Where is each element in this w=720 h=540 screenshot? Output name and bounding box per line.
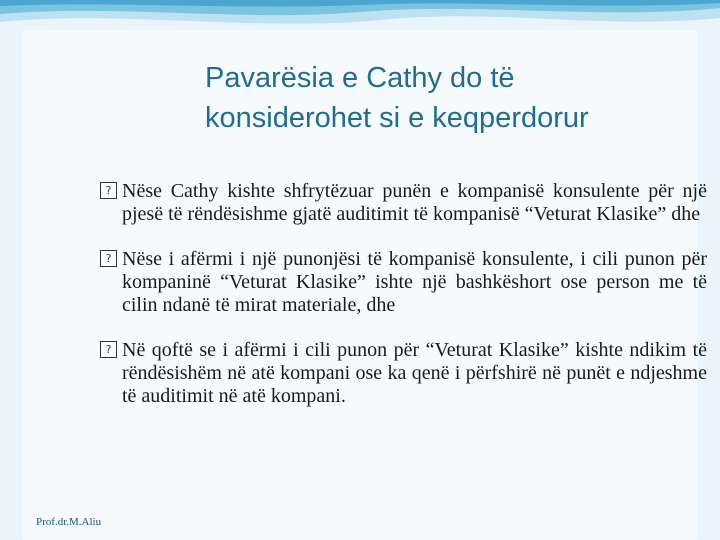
missing-glyph-box-icon: ? — [100, 250, 117, 267]
bullet-item — [105, 248, 707, 317]
bullet-list — [105, 180, 707, 430]
bullet-text: Në qoftë se i afërmi i cili punon për “Veturat Klasike” kishte ndikim të rëndësishëm në atë kompani ose ka qenë i përfshirë në punët e ndjeshme të auditimit në atë kompani. — [122, 339, 707, 407]
missing-glyph-box-icon: ? — [100, 182, 117, 199]
bullet-item — [105, 180, 707, 226]
missing-glyph-box-icon: ? — [100, 341, 117, 358]
bullet-text: Nëse Cathy kishte shfrytëzuar punën e kompanisë konsulente për një pjesë të rëndësishme gjatë auditimit të kompanisë “Veturat Klasike” dhe — [122, 180, 707, 225]
bullet-item — [105, 339, 707, 408]
author-footer: Prof.dr.M.Aliu — [36, 516, 102, 528]
slide-title: Pavarësia e Cathy do të konsiderohet si e keqperdorur — [205, 62, 589, 134]
bullet-text: Nëse i afërmi i një punonjësi të kompanisë konsulente, i cili punon për kompaninë “Veturat Klasike” ishte një bashkëshort ose person me të cilin ndanë të mirat materiale, dhe — [122, 248, 707, 316]
